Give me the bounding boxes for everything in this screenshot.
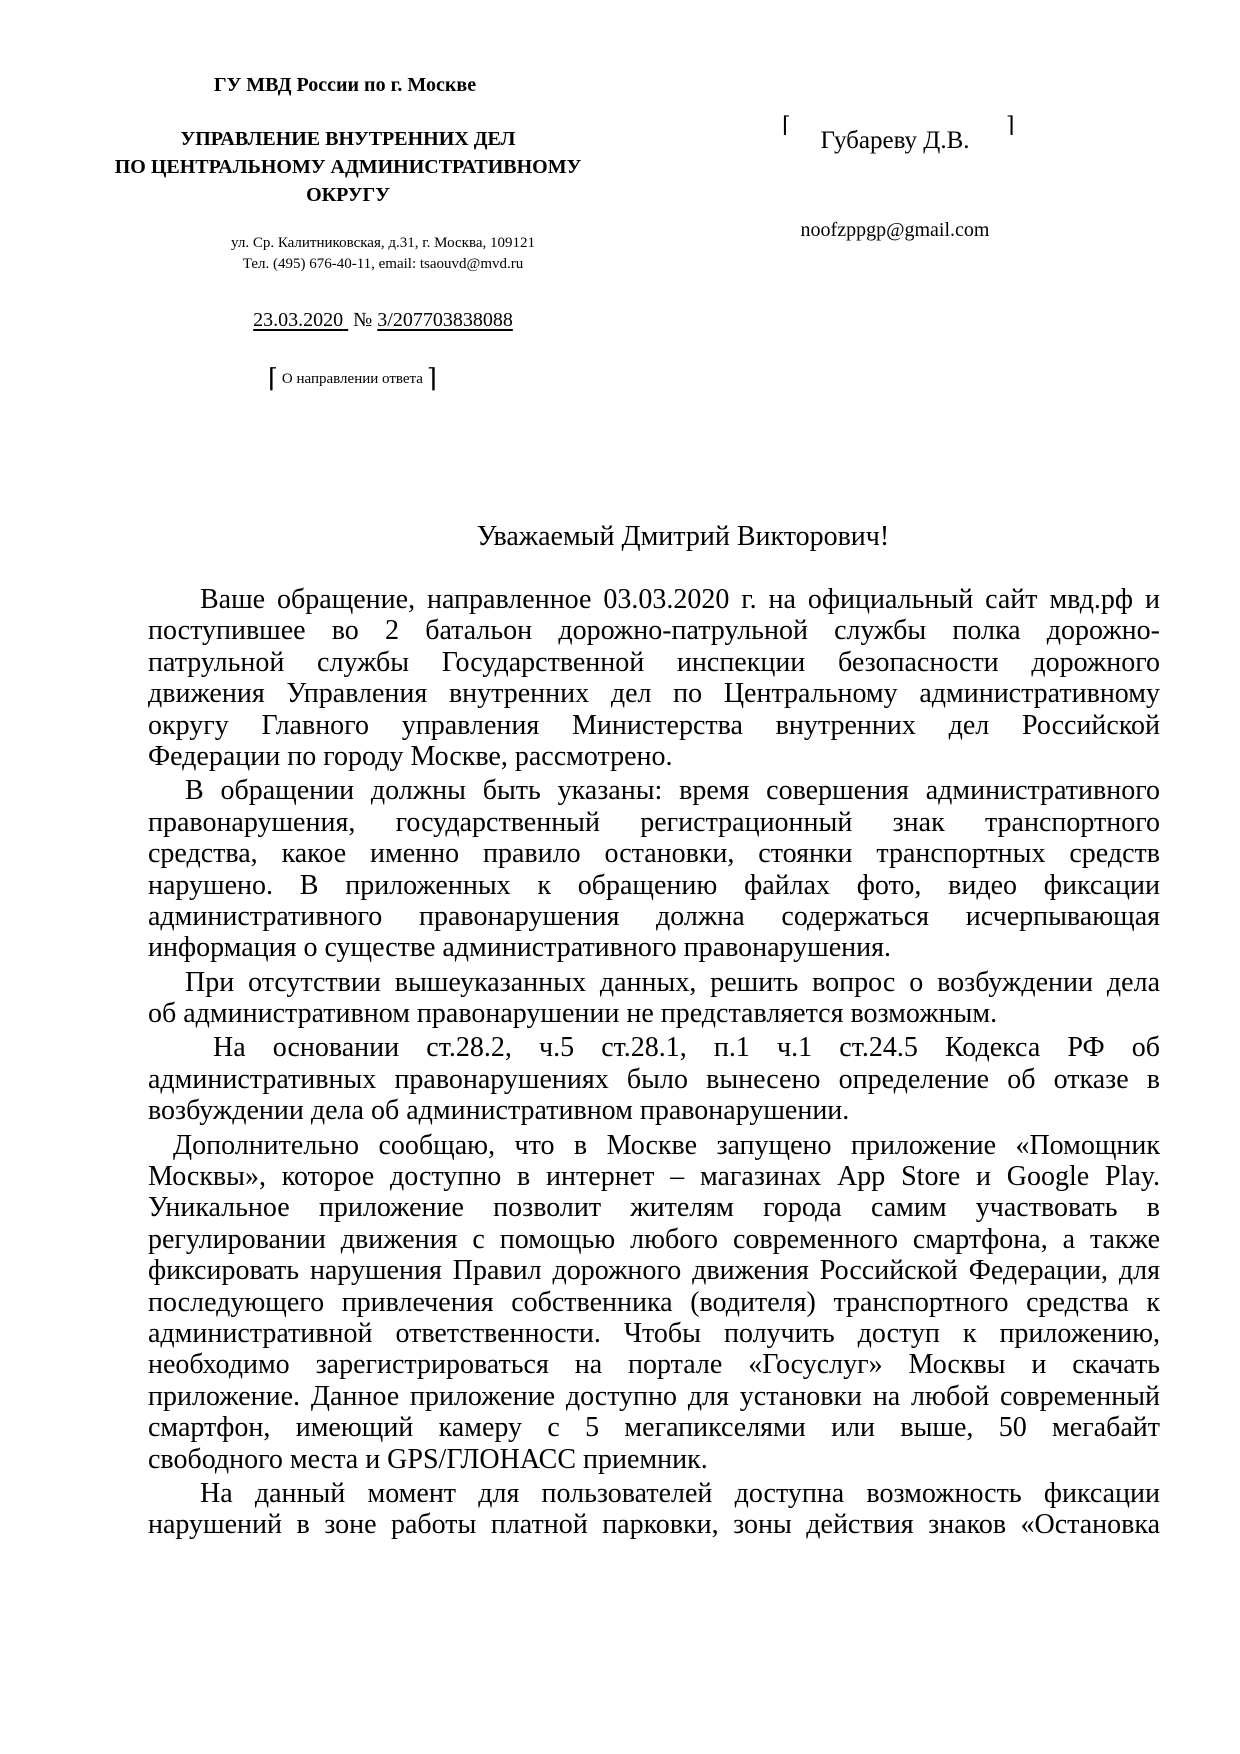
paragraph-5-line: административной ответственности. Чтобы получить доступ к приложению, [148, 1317, 1160, 1349]
document-subject [268, 364, 437, 394]
org-top-title: ГУ МВД России по г. Москве [213, 74, 477, 96]
number-sign: № [353, 309, 373, 331]
paragraph-1-line: поступившее во 2 батальон дорожно-патрульной службы полка дорожно- [148, 615, 1160, 647]
paragraph-2-line: правонарушения, государственный регистрационный знак транспортного [148, 806, 1160, 838]
paragraph-2-line: нарушено. В приложенных к обращению файлах фото, видео фиксации [148, 869, 1160, 901]
paragraph-4-line: На основании ст.28.2, ч.5 ст.28.1, п.1 ч.1 ст.24.5 Кодекса РФ об [213, 1032, 1160, 1064]
paragraph-1-line: Ваше обращение, направленное 03.03.2020 г. на официальный сайт мвд.рф и [200, 584, 1160, 615]
document-date-number [253, 309, 513, 332]
subject-text: О направлении ответа [281, 371, 423, 387]
recipient-email: noofzppgp@gmail.com [800, 219, 990, 241]
recipient-bracket-right: ⌉ [1006, 112, 1015, 137]
paragraph-4-line: возбуждении дела об административном правонарушении. [148, 1095, 850, 1127]
letter-body [148, 584, 1160, 1541]
paragraph-5-line: смартфон, имеющий камеру с 5 мегапикселями или выше, 50 мегабайт [148, 1412, 1160, 1444]
paragraph-5-line: свободного места и GPS/ГЛОНАСС приемник. [148, 1443, 708, 1475]
paragraph-1-line: округу Главного управления Министерства внутренних дел Российской [148, 709, 1160, 741]
paragraph-1-line: патрульной службы Государственной инспекции безопасности дорожного [148, 646, 1160, 678]
paragraph-2-line: средства, какое именно правило остановки, стоянки транспортных средств [148, 838, 1160, 870]
paragraph-2-line: информация о существе административного правонарушения. [148, 932, 891, 964]
paragraph-5-line: фиксировать нарушения Правил дорожного движения Российской Федерации, для [148, 1255, 1160, 1287]
paragraph-5-line: последующего привлечения собственника (водителя) транспортного средства к [148, 1286, 1160, 1318]
paragraph-5-line: необходимо зарегистрироваться на портале «Госуслуг» Москвы и скачать [148, 1349, 1160, 1381]
paragraph-1-line: Федерации по городу Москве, рассмотрено. [148, 740, 673, 772]
paragraph-5-line: Дополнительно сообщаю, что в Москве запущено приложение «Помощник [173, 1129, 1160, 1161]
recipient-bracket-left: ⌈ [782, 112, 791, 137]
bracket-left: ⌈ [268, 364, 279, 393]
paragraph-6-line: На данный момент для пользователей доступна возможность фиксации [200, 1477, 1160, 1509]
paragraph-6-line: нарушений в зоне работы платной парковки, зоны действия знаков «Остановка [148, 1509, 1160, 1541]
paragraph-3-line: При отсутствии вышеуказанных данных, решить вопрос о возбуждении дела [185, 966, 1160, 998]
paragraph-5-line: Москвы», которое доступно в интернет – магазинах App Store и Google Play. [148, 1161, 1160, 1193]
paragraph-5-line: приложение. Данное приложение доступно для установки на любой современный [148, 1380, 1160, 1412]
bracket-right: ⌉ [426, 364, 437, 393]
org-name-line-1: УПРАВЛЕНИЕ ВНУТРЕННИХ ДЕЛ [180, 128, 516, 150]
paragraph-2-line: В обращении должны быть указаны: время совершения административного [185, 775, 1160, 807]
paragraph-2-line: административного правонарушения должна содержаться исчерпывающая [148, 900, 1160, 932]
recipient-name: Губареву Д.В. [820, 127, 970, 154]
document-date: 23.03.2020 [253, 309, 344, 331]
org-address: ул. Ср. Калитниковская, д.31, г. Москва, 109121 [230, 235, 536, 251]
org-name-line-2: ПО ЦЕНТРАЛЬНОМУ АДМИНИСТРАТИВНОМУ [114, 156, 582, 178]
org-contacts: Тел. (495) 676-40-11, email: tsaouvd@mvd.ru [242, 256, 524, 272]
paragraph-5-line: регулировании движения с помощью любого современного смартфона, а также [148, 1223, 1160, 1255]
org-name-line-3: ОКРУГУ [306, 184, 390, 206]
paragraph-1-line: движения Управления внутренних дел по Центральному административному [148, 678, 1160, 710]
document-number: 3/207703838088 [377, 309, 513, 331]
greeting: Уважаемый Дмитрий Викторович! [476, 521, 890, 552]
paragraph-5-line: Уникальное приложение позволит жителям города самим участвовать в [148, 1192, 1160, 1224]
paragraph-3-line: об административном правонарушении не представляется возможным. [148, 998, 998, 1030]
paragraph-4-line: административных правонарушениях было вынесено определение об отказе в [148, 1063, 1160, 1095]
